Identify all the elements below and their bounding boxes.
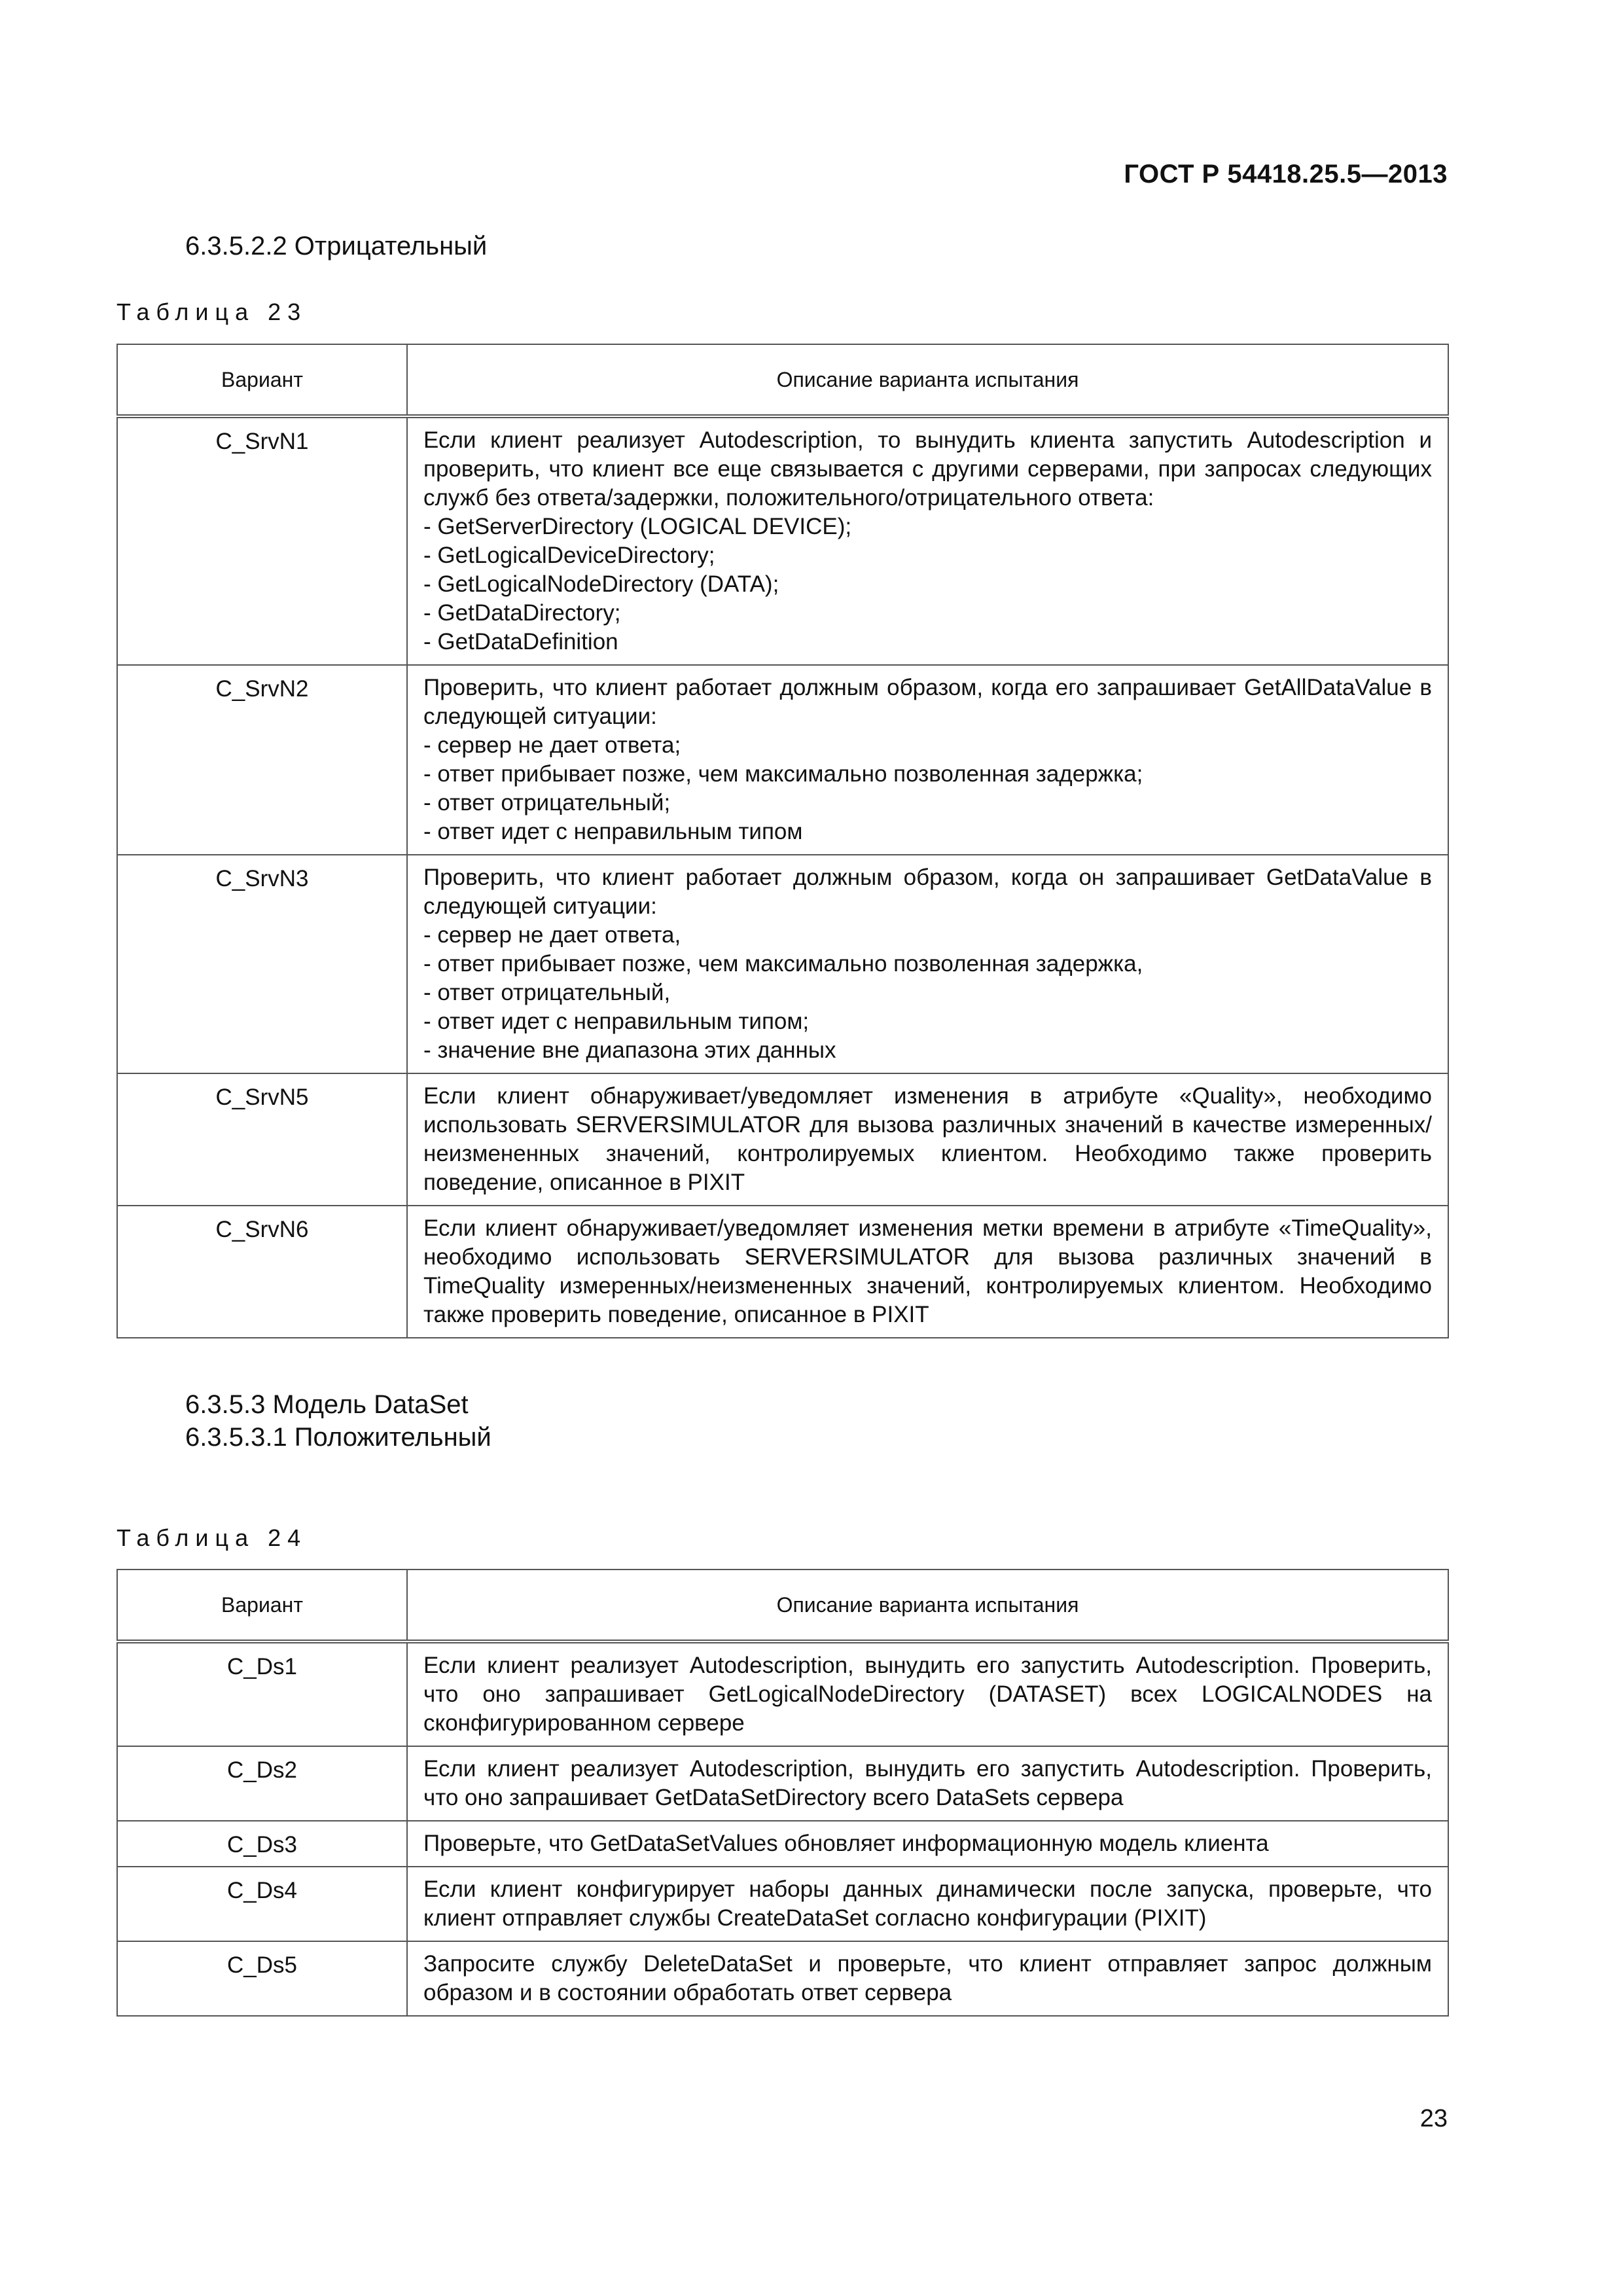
variant-cell: C_SrvN5 — [117, 1073, 407, 1206]
description-cell — [407, 855, 1448, 1073]
table-row — [117, 1821, 1448, 1867]
page-number: 23 — [1419, 2105, 1448, 2132]
description-text: Проверить, что клиент работает должным образом, когда его запрашивает GetAllDataValue в следующей ситуации: — [423, 675, 1432, 729]
description-cell: Проверьте, что GetDataSetValues обновляет информационную модель клиента — [407, 1821, 1448, 1867]
variant-cell: C_Ds3 — [117, 1821, 407, 1867]
variant-cell: C_SrvN3 — [117, 855, 407, 1073]
list-item: - GetServerDirectory (LOGICAL DEVICE); — [423, 514, 852, 539]
description-cell — [407, 665, 1448, 855]
variant-cell: C_Ds2 — [117, 1746, 407, 1821]
list-item: - GetDataDefinition — [423, 629, 618, 655]
list-item: - GetLogicalDeviceDirectory; — [423, 543, 715, 568]
list-item: - ответ отрицательный, — [423, 980, 671, 1005]
table-row — [117, 1641, 1448, 1746]
variant-cell: C_Ds5 — [117, 1941, 407, 2016]
list-item: - GetLogicalNodeDirectory (DATA); — [423, 571, 779, 597]
column-header-variant: Вариант — [117, 344, 407, 416]
table-row — [117, 1746, 1448, 1821]
description-text: Если клиент реализует Autodescription, то вынудить клиента запустить Autodescription и проверить, что клиент все еще связывается с другими серверами, при запросах следующих служб без ответа/задержки, положительного/отрицательного ответа: — [423, 427, 1432, 511]
table-row — [117, 416, 1448, 665]
description-cell: Запросите службу DeleteDataSet и проверьте, что клиент отправляет запрос должным образом и в состоянии обработать ответ сервера — [407, 1941, 1448, 2016]
list-item: - ответ идет с неправильным типом — [423, 819, 803, 844]
table-23-label: Таблица 23 — [116, 298, 308, 325]
description-cell: Если клиент обнаруживает/уведомляет изменения метки времени в атрибуте «TimeQuality», необходимо использовать SERVERSIMULATOR для вызова различных значений в TimeQuality измеренных/неизмененных значений, контролируемых клиентом. Необходимо также проверить поведение, описанное в PIXIT — [407, 1206, 1448, 1338]
list-item: - сервер не дает ответа, — [423, 922, 681, 948]
list-item: - ответ прибывает позже, чем максимально позволенная задержка, — [423, 951, 1143, 977]
table-23-header-row — [117, 344, 1448, 416]
list-item: - GetDataDirectory; — [423, 600, 621, 626]
list-item: - ответ прибывает позже, чем максимально позволенная задержка; — [423, 761, 1143, 787]
table-row — [117, 1941, 1448, 2016]
table-row — [117, 1867, 1448, 1941]
column-header-description: Описание варианта испытания — [407, 344, 1448, 416]
variant-cell: C_SrvN6 — [117, 1206, 407, 1338]
description-cell: Если клиент обнаруживает/уведомляет изменения в атрибуте «Quality», необходимо использовать SERVERSIMULATOR для вызова различных значений в качестве измеренных/неизмененных значений, контролируемых клиентом. Необходимо также проверить поведение, описанное в PIXIT — [407, 1073, 1448, 1206]
description-cell: Если клиент реализует Autodescription, вынудить его запустить Autodescription. Проверить, что оно запрашивает GetDataSetDirectory всего DataSets сервера — [407, 1746, 1448, 1821]
table-row — [117, 665, 1448, 855]
variant-cell: C_SrvN2 — [117, 665, 407, 855]
variant-cell: C_Ds4 — [117, 1867, 407, 1941]
column-header-description: Описание варианта испытания — [407, 1570, 1448, 1641]
variant-cell: C_Ds1 — [117, 1641, 407, 1746]
column-header-variant: Вариант — [117, 1570, 407, 1641]
table-row — [117, 855, 1448, 1073]
list-item: - ответ идет с неправильным типом; — [423, 1009, 810, 1034]
list-item: - сервер не дает ответа; — [423, 732, 681, 758]
document-standard-header: ГОСТ Р 54418.25.5—2013 — [1124, 160, 1448, 188]
table-23 — [116, 344, 1449, 1338]
variant-cell: C_SrvN1 — [117, 416, 407, 665]
list-item: - ответ отрицательный; — [423, 790, 671, 816]
table-24-label: Таблица 24 — [116, 1524, 308, 1551]
section-heading-6-3-5-3: 6.3.5.3 Модель DataSet — [185, 1390, 469, 1419]
list-item: - значение вне диапазона этих данных — [423, 1037, 836, 1063]
table-row — [117, 1206, 1448, 1338]
description-cell: Если клиент конфигурирует наборы данных динамически после запуска, проверьте, что клиент отправляет службы CreateDataSet согласно конфигурации (PIXIT) — [407, 1867, 1448, 1941]
table-24 — [116, 1569, 1449, 2017]
section-heading-6-3-5-2-2: 6.3.5.2.2 Отрицательный — [185, 232, 488, 260]
table-24-header-row — [117, 1570, 1448, 1641]
description-text: Проверить, что клиент работает должным образом, когда он запрашивает GetDataValue в следующей ситуации: — [423, 865, 1432, 919]
table-row — [117, 1073, 1448, 1206]
description-cell: Если клиент реализует Autodescription, вынудить его запустить Autodescription. Проверить, что оно запрашивает GetLogicalNodeDirectory (DATASET) всех LOGICALNODES на сконфигурированном сервере — [407, 1641, 1448, 1746]
description-cell — [407, 416, 1448, 665]
section-heading-6-3-5-3-1: 6.3.5.3.1 Положительный — [185, 1423, 491, 1452]
